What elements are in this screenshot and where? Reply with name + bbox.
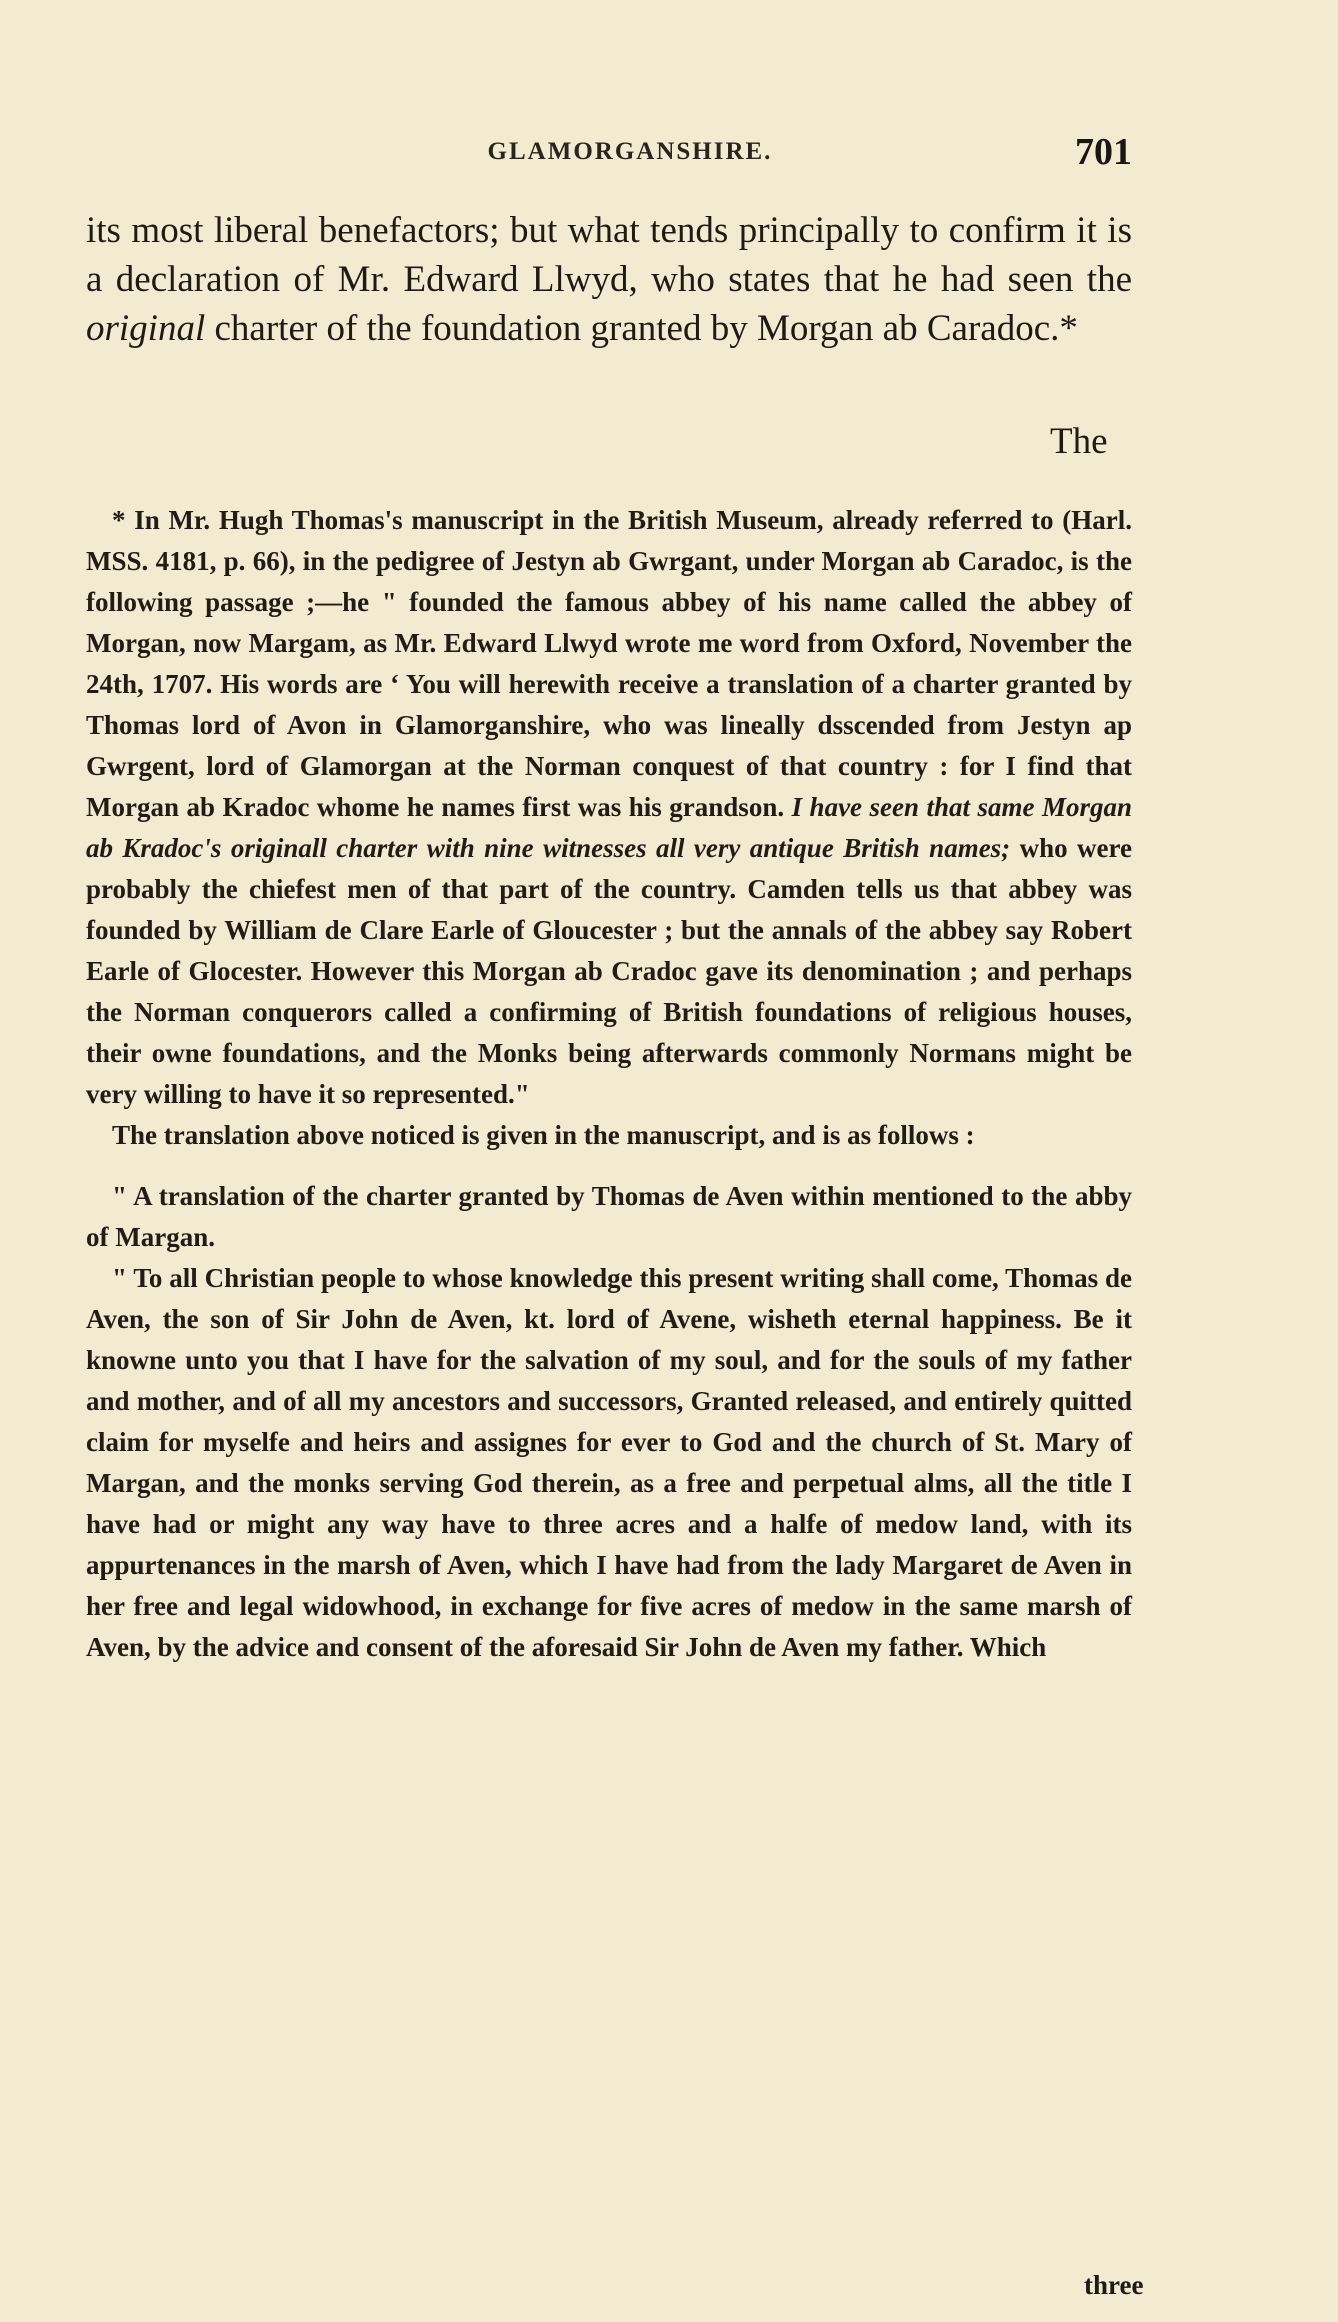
page-number: 701 (1075, 131, 1132, 173)
footnotes (86, 500, 1132, 1668)
footnote-part-2: who were probably the chiefest men of that part of the country. Camden tells us that abbey was founded by William de Clare Earle of Gloucester ; but the annals of the abbey say Robert Earle of Glocester. However this Morgan ab Cradoc gave its denomination ; and perhaps the Norman conquerors called a confirming of British foundations of religious houses, their owne foundations, and the Monks being afterwards commonly Normans might be very willing to have it so represented." (86, 833, 1132, 1109)
footnote-catchword: three (1084, 2270, 1144, 2300)
footnote-paragraph (86, 500, 1132, 1115)
main-text-part-2: charter of the foundation granted by Morgan ab Caradoc.* (205, 308, 1078, 349)
main-text (86, 206, 1132, 353)
main-text-part-1: its most liberal benefactors; but what tends principally to confirm it is a declaration of Mr. Edward Llwyd, who states that he had seen the (86, 210, 1132, 300)
footnote-paragraph: " To all Christian people to whose knowledge this present writing shall come, Thomas de Aven, the son of Sir John de Aven, kt. lord of Avene, wisheth eternal happiness. Be it knowne unto you that I have for the salvation of my soul, and for the souls of my father and mother, and of all my ancestors and successors, Granted released, and entirely quitted claim for myselfe and heirs and assignes for ever to God and the church of St. Mary of Margan, and the monks serving God therein, as a free and perpetual alms, all the title I have had or might any way have to three acres and a halfe of medow land, with its appurtenances in the marsh of Aven, which I have had from the lady Margaret de Aven in her free and legal widowhood, in exchange for five acres of medow in the same marsh of Aven, by the advice and consent of the aforesaid Sir John de Aven my father. Which (86, 1263, 1132, 1662)
footnote-paragraph: " A translation of the charter granted by Thomas de Aven within mentioned to the abby of Margan. (86, 1181, 1132, 1252)
catchword: The (1050, 421, 1108, 462)
main-text-emphasis: original (86, 308, 206, 349)
running-title: GLAMORGANSHIRE. (487, 138, 773, 165)
running-head (0, 131, 1338, 178)
main-paragraph (86, 206, 1132, 353)
footnote-paragraph: The translation above noticed is given in the manuscript, and is as follows : (112, 1120, 975, 1150)
footnote-part-1: * In Mr. Hugh Thomas's manuscript in the British Museum, already referred to (Harl. MSS. 4181, p. 66), in the pedigree of Jestyn ab Gwrgant, under Morgan ab Caradoc, is the following passage ;—he " founded the famous abbey of his name called the abbey of Morgan, now Margam, as Mr. Edward Llwyd wrote me word from Oxford, November the 24th, 1707. His words are ‘ You will herewith receive a translation of a charter granted by Thomas lord of Avon in Glamorganshire, who was lineally dsscended from Jestyn ap Gwrgent, lord of Glamorgan at the Norman conquest of that country : for I find that Morgan ab Kradoc whome he names first was his grandson. (86, 505, 1132, 822)
footnote-emphasis: I have seen that same Morgan ab Kradoc's originall charter with nine witnesses all very antique British names; (86, 792, 1132, 863)
